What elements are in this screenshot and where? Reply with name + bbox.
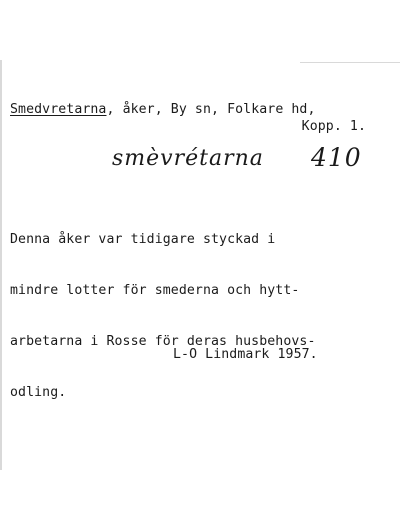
handwritten-number: 410 xyxy=(311,143,362,172)
handwritten-pronunciation: smèvrétarna xyxy=(112,146,264,171)
body-line: odling. xyxy=(10,385,67,400)
left-edge-mark xyxy=(0,60,2,470)
place-location: , åker, By sn, Folkare hd, xyxy=(106,102,316,117)
collector-signature: L-O Lindmark 1957. xyxy=(173,347,318,362)
body-line: Denna åker var tidigare styckad i xyxy=(10,232,276,247)
card-header-line2: Kopp. 1. xyxy=(301,119,366,134)
card-header-line1 xyxy=(10,101,316,118)
card-body-text xyxy=(10,197,316,435)
top-edge-mark xyxy=(300,62,400,63)
body-line: arbetarna i Rosse för deras husbehovs- xyxy=(10,334,316,349)
place-name: Smedvretarna xyxy=(10,102,107,117)
body-line: mindre lotter för smederna och hytt- xyxy=(10,283,300,298)
